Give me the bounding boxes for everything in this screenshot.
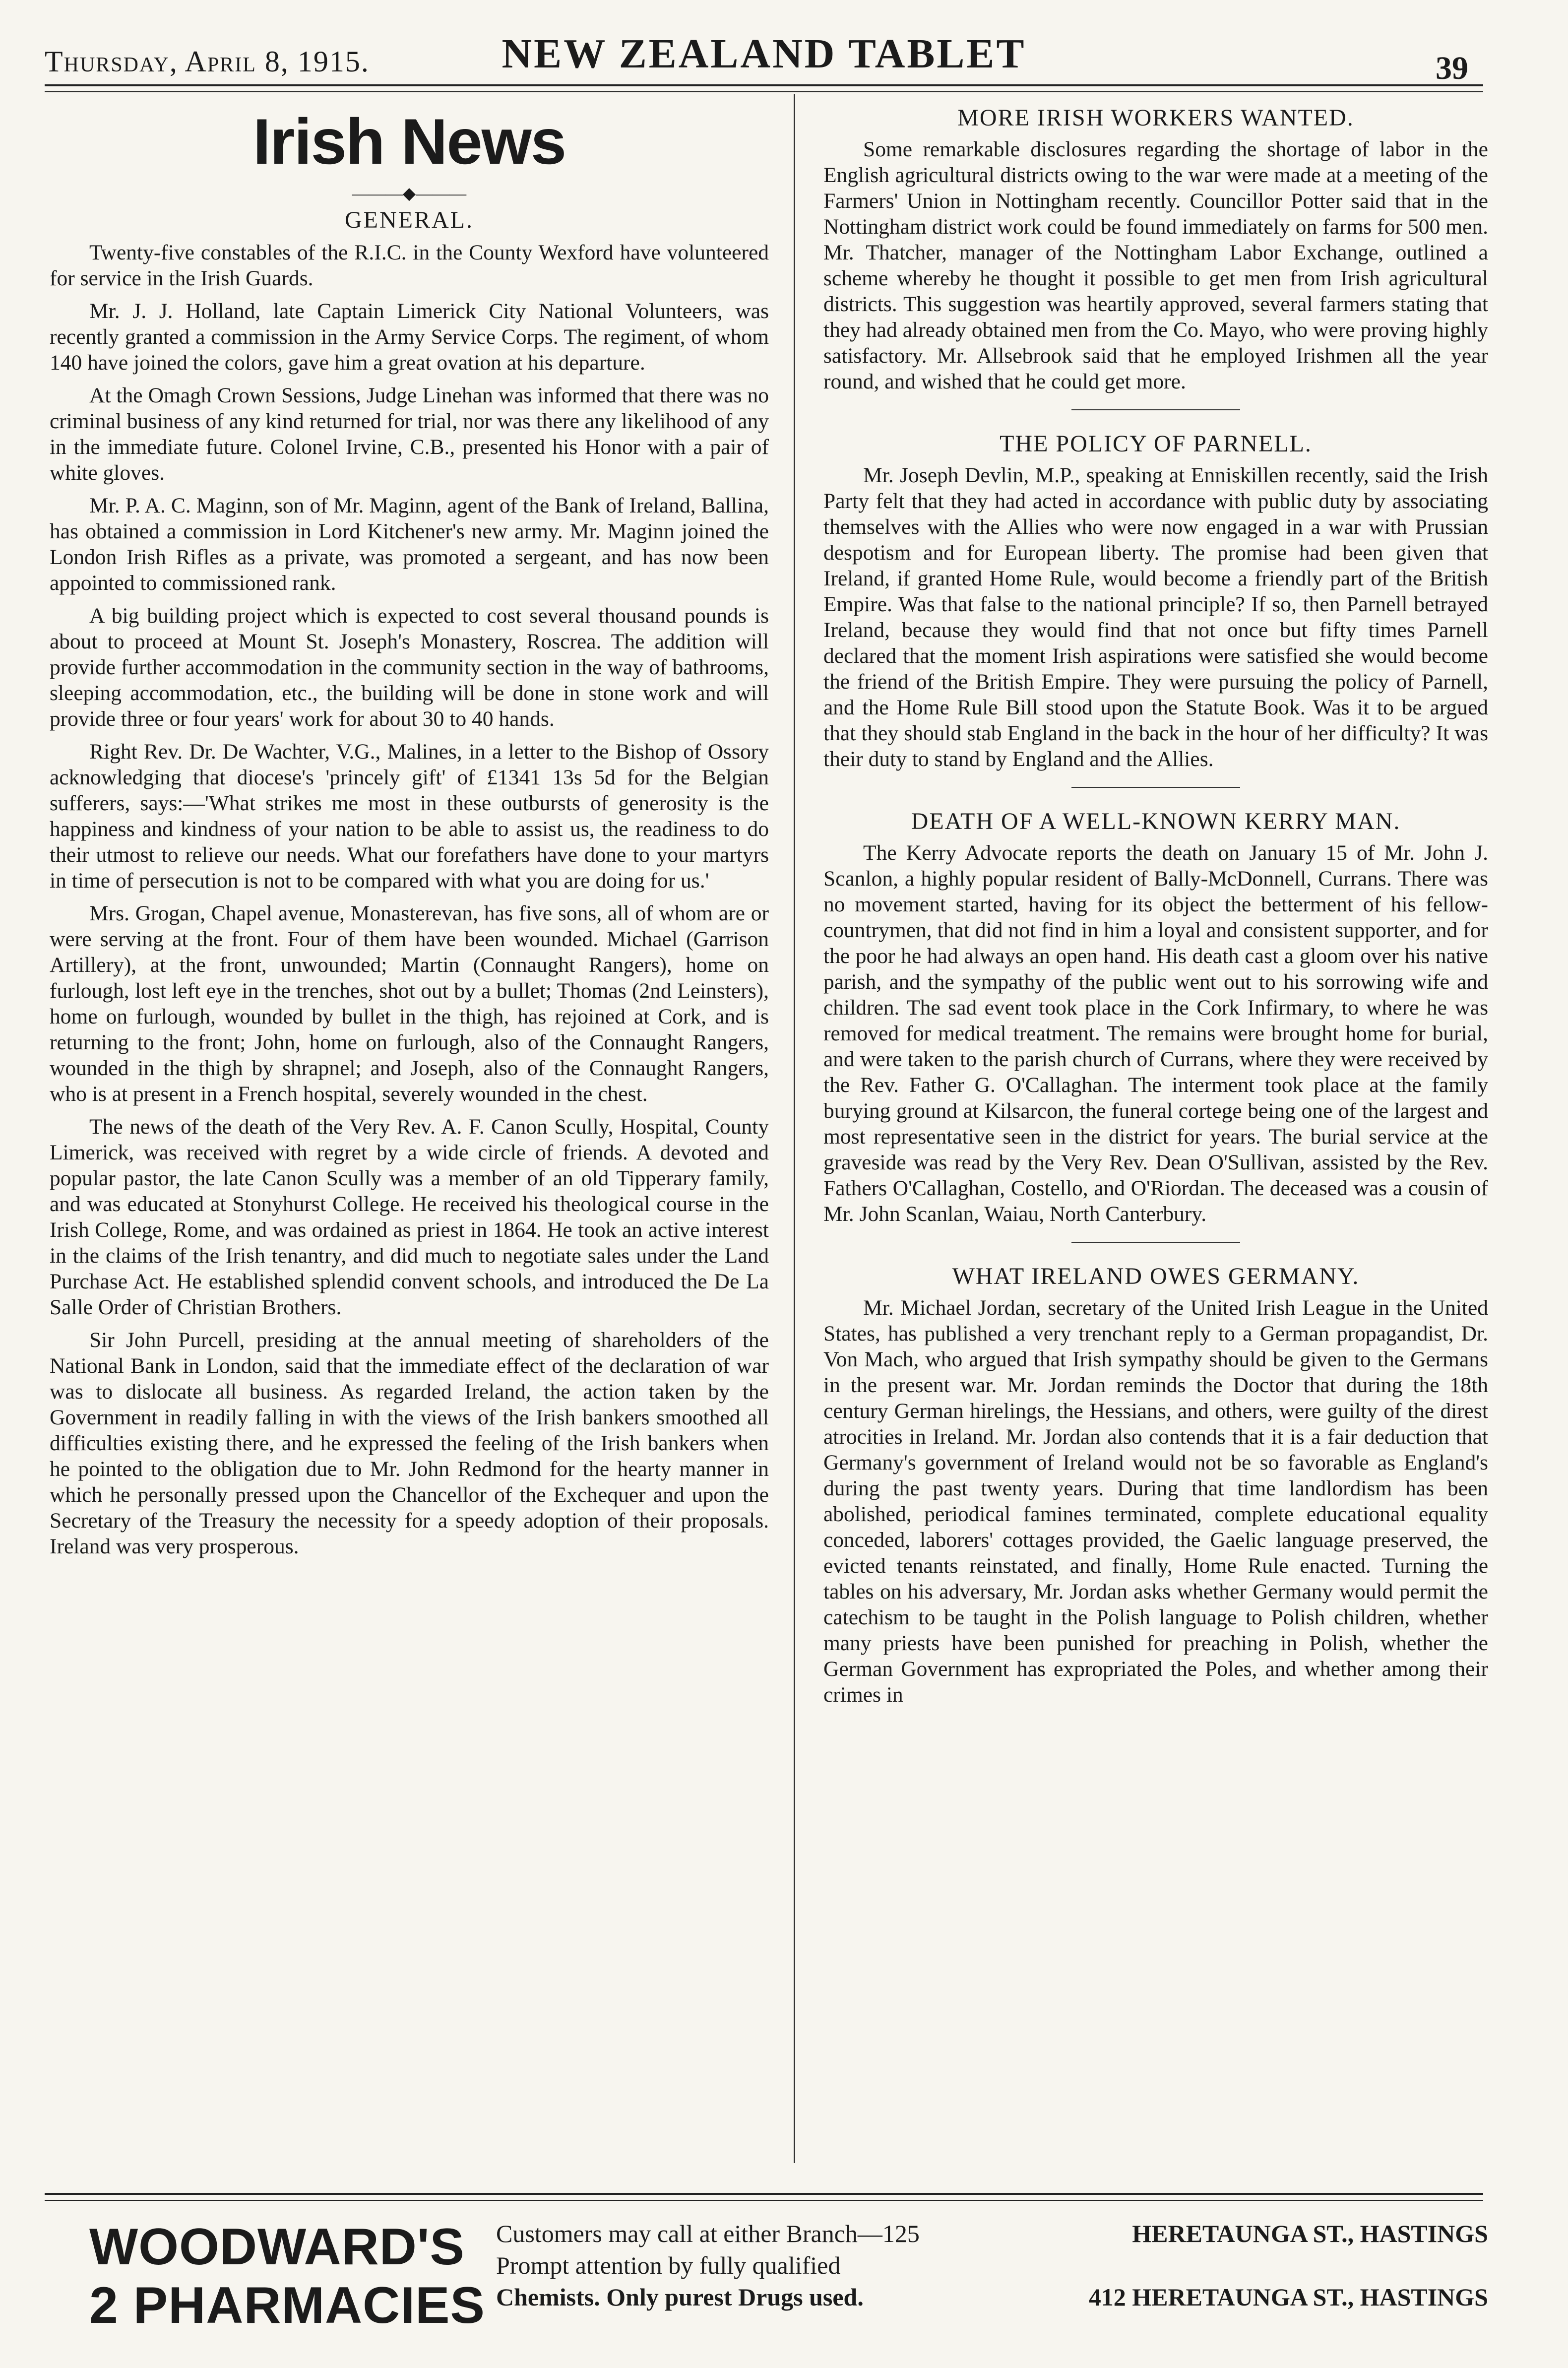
- article-paragraph: Sir John Purcell, presiding at the annual meeting of shareholders of the National Bank in London, said that the immediate effect of the declaration of war was to dislocate all business. As regarded Ireland, the action taken by the Government in readily falling in with the views of the Irish bankers smoothed all difficulties existing there, and he expressed the feeling of the Irish bankers when he pointed to the obligation due to Mr. John Redmond for the hearty manner in which he personally pressed upon the Chancellor of the Exchequer and upon the Secretary of the Treasury the necessity for a speedy adoption of their proposals. Ireland was very prosperous.: [50, 1328, 769, 1558]
- article-separator: [1071, 1242, 1240, 1243]
- article-paragraph: Mrs. Grogan, Chapel avenue, Monasterevan, has five sons, all of whom are or were serving at the front. Four of them have been wounded. Michael (Garrison Artillery), at the front, unwounded; Martin (Connaught Rangers), home on furlough, lost left eye in the trenches, shot out by a bullet; Thomas (2nd Leinsters), home on furlough, wounded by bullet in the thigh, has rejoined at Cork, and is returning to the front; John, home on furlough, also of the Connaught Rangers, wounded in the thigh by shrapnel; and Joseph, also of the Connaught Rangers, who is at present in a French hospital, severely wounded in the chest.: [50, 901, 769, 1106]
- article-paragraph: The Kerry Advocate reports the death on January 15 of Mr. John J. Scanlon, a highly popular resident of Bally-McDonnell, Currans. There was no movement started, having for its object the betterment of his fellow-countrymen, that did not find in him a loyal and consistent supporter, and for the poor he had always an open hand. His death cast a gloom over his native parish, and the sympathy of the public went out to his sorrowing wife and children. The sad event took place in the Cork Infirmary, to where he was removed for medical treatment. The remains were brought home for burial, and were taken to the parish church of Currans, where they were received by the Rev. Father G. O'Callaghan. The interment took place at the family burying ground at Kilsarcon, the funeral cortege being one of the largest and most representative seen in the district for years. The burial service at the graveside was read by the Very Rev. Dean O'Sullivan, assisted by the Rev. Fathers O'Callaghan, Costello, and O'Riordan. The deceased was a cousin of Mr. John Scanlan, Waiau, North Canterbury.: [823, 841, 1488, 1226]
- advert-brand-line1: WOODWARD'S: [89, 2218, 465, 2276]
- article-paragraph: A big building project which is expected to cost several thousand pounds is about to proceed at Mount St. Joseph's Monastery, Roscrea. The addition will provide further accommodation in the community section in the way of bathrooms, sleeping accommodation, etc., the building will be done in stone work and will provide three or four years' work for about 30 to 40 hands.: [50, 604, 769, 731]
- masthead: [45, 30, 1483, 89]
- pharmacy-advertisement: [55, 2218, 1488, 2334]
- column-divider: [794, 94, 795, 2163]
- section-heading-irish-news: Irish News: [252, 105, 566, 178]
- advert-address-2: 412 HERETAUNGA ST., HASTINGS: [1088, 2283, 1488, 2311]
- article-paragraph: Mr. J. J. Holland, late Captain Limerick City National Volunteers, was recently granted a commission in the Army Service Corps. The regiment, of whom 140 have joined the colors, gave him a great ovation at his departure.: [50, 299, 769, 375]
- advert-brand-line2: 2 PHARMACIES: [89, 2277, 485, 2334]
- advert-rule: [45, 2193, 1483, 2201]
- heading-more-irish-workers: MORE IRISH WORKERS WANTED.: [957, 105, 1354, 131]
- right-column: [823, 94, 1488, 2178]
- advert-line3-left: Chemists. Only purest Drugs used.: [496, 2283, 864, 2311]
- advert-line1-left: Customers may call at either Branch—125: [496, 2220, 920, 2247]
- heading-policy-of-parnell: THE POLICY OF PARNELL.: [1000, 431, 1312, 457]
- advert-address-1: HERETAUNGA ST., HASTINGS: [1132, 2220, 1488, 2247]
- article-paragraph: Mr. Michael Jordan, secretary of the United Irish League in the United States, has published a very trenchant reply to a German propagandist, Dr. Von Mach, who argued that Irish sympathy should be given to the Germans in the present war. Mr. Jordan reminds the Doctor that during the 18th century German hirelings, the Hessians, and others, were guilty of the direst atrocities in Ireland. Mr. Jordan also contends that it is a fair deduction that Germany's government of Ireland would not be so favorable as England's during the past twenty years. During that time landlordism has been abolished, periodical famines terminated, complete educational equality conceded, laborers' cottages provided, the Gaelic language preserved, the evicted tenants reinstated, and finally, Home Rule enacted. Turning the tables on his adversary, Mr. Jordan asks whether Germany would permit the catechism to be taught in the Polish language to Polish children, whether many priests have been punished for preaching in Polish, whether the German Government has expropriated the Poles, and whether among their crimes in: [823, 1296, 1488, 1707]
- issue-date: Thursday, April 8, 1915.: [45, 45, 370, 78]
- article-paragraph: Twenty-five constables of the R.I.C. in the County Wexford have volunteered for service in the Irish Guards.: [50, 241, 769, 290]
- article-separator: [1071, 787, 1240, 788]
- article-paragraph: Mr. Joseph Devlin, M.P., speaking at Enniskillen recently, said the Irish Party felt that they had acted in accordance with public duty by associating themselves with the Allies who were now engaged in a war with Prussian despotism and for European liberty. The promise had been given that Ireland, if granted Home Rule, would become a friendly part of the British Empire. Was that false to the national principle? If so, then Parnell betrayed Ireland, because they would find that not once but fifty times Parnell declared that the moment Irish aspirations were satisfied she would become the friend of the British Empire. They were pursuing the policy of Parnell, and the Home Rule Bill stood upon the Statute Book. Was it to be argued that they should stab England in the back in the hour of her difficulty? It was their duty to stand by England and the Allies.: [823, 463, 1488, 771]
- masthead-rule: [45, 84, 1483, 92]
- left-column: [50, 94, 769, 2178]
- advert-line2: Prompt attention by fully qualified: [496, 2251, 841, 2279]
- article-separator: [1071, 409, 1240, 410]
- article-paragraph: The news of the death of the Very Rev. A. F. Canon Scully, Hospital, County Limerick, was received with regret by a wide circle of friends. A devoted and popular pastor, the late Canon Scully was a member of an old Tipperary family, and was educated at Stonyhurst College. He received his theological course in the Irish College, Rome, and was ordained as priest in 1864. He took an active interest in the claims of the Irish tenantry, and did much to negotiate sales under the Land Purchase Act. He established splendid convent schools, and introduced the De La Salle Order of Christian Brothers.: [50, 1115, 769, 1319]
- publication-title: NEW ZEALAND TABLET: [502, 31, 1026, 77]
- article-paragraph: Right Rev. Dr. De Wachter, V.G., Malines, in a letter to the Bishop of Ossory acknowledging that diocese's 'princely gift' of £1341 13s 5d for the Belgian sufferers, says:—'What strikes me most in these outbursts of generosity is the happiness and kindness of your nation to be able to assist us, the readiness to do their utmost to relieve our needs. What our forefathers have done to your martyrs in time of persecution is not to be compared with what you are doing for us.': [50, 740, 769, 893]
- article-paragraph: Some remarkable disclosures regarding the shortage of labor in the English agricultural districts owing to the war were made at a meeting of the Farmers' Union in Nottingham recently. Councillor Potter said that in the Nottingham district work could be found immediately on farms for 500 men. Mr. Thatcher, manager of the Nottingham Labor Exchange, outlined a scheme whereby he thought it possible to get men from Irish agricultural districts. This suggestion was heartily approved, several farmers stating that they had already obtained men from the Co. Mayo, who were proving highly satisfactory. Mr. Allsebrook said that he employed Irishmen all the year round, and wished that he could get more.: [823, 137, 1488, 393]
- ornament-divider: ———◆———: [352, 185, 467, 203]
- heading-death-kerry-man: DEATH OF A WELL-KNOWN KERRY MAN.: [911, 808, 1401, 834]
- advert-brand: [89, 2218, 485, 2335]
- page-number: 39: [1436, 50, 1468, 86]
- article-paragraph: Mr. P. A. C. Maginn, son of Mr. Maginn, agent of the Bank of Ireland, Ballina, has obtained a commission in Lord Kitchener's new army. Mr. Maginn joined the London Irish Rifles as a private, was promoted a sergeant, and has now been appointed to commissioned rank.: [50, 494, 769, 595]
- subheading-general: GENERAL.: [345, 207, 474, 233]
- article-paragraph: At the Omagh Crown Sessions, Judge Linehan was informed that there was no criminal business of any kind returned for trial, nor was there any likelihood of any in the immediate future. Colonel Irvine, C.B., presented his Honor with a pair of white gloves.: [50, 384, 769, 485]
- advert-text: [496, 2218, 1488, 2313]
- heading-what-ireland-owes-germany: WHAT IRELAND OWES GERMANY.: [952, 1263, 1360, 1289]
